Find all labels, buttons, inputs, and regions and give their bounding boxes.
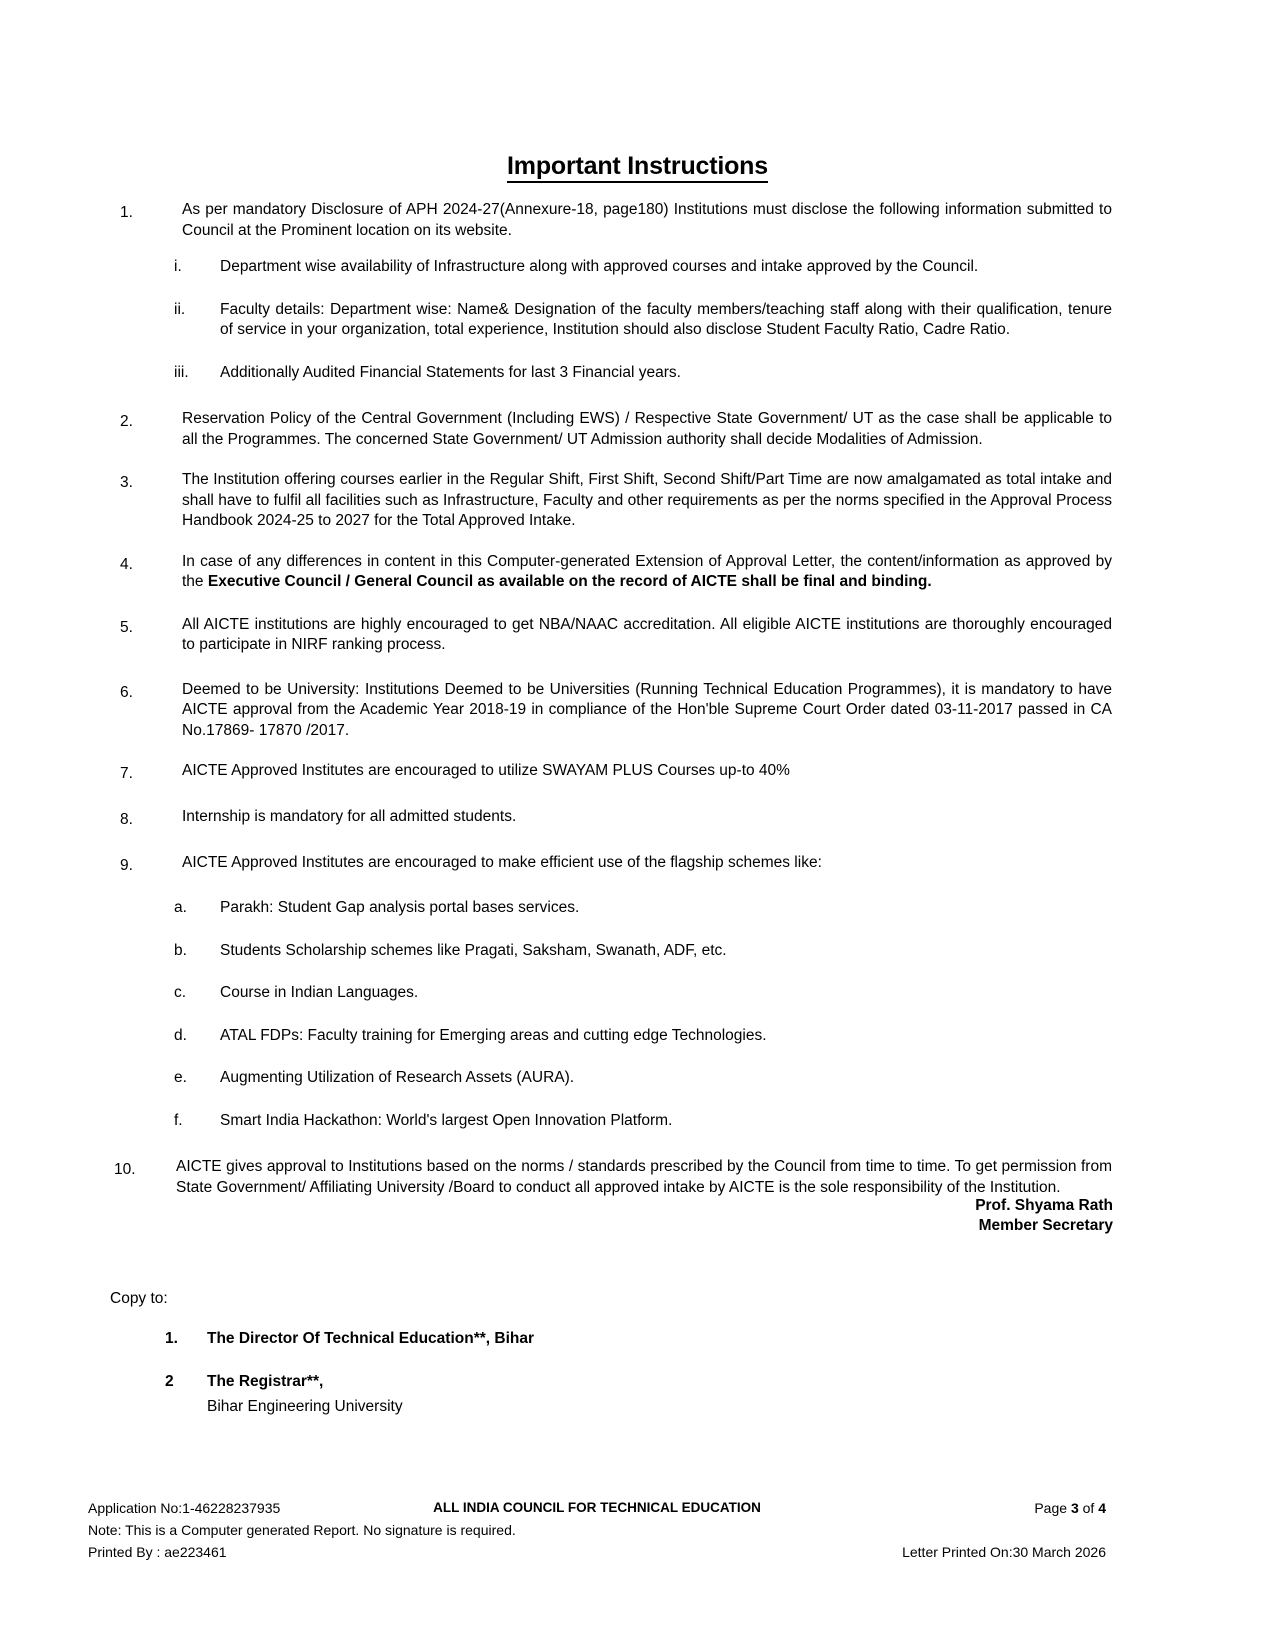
- copy-to-number: 2: [165, 1373, 174, 1390]
- instruction-number: 6.: [120, 683, 133, 701]
- instruction-item: [112, 409, 1112, 450]
- sub-item-marker: d.: [174, 1026, 187, 1044]
- instruction-item: [112, 680, 1112, 742]
- instruction-text-plain: In case of any differences in content in this Computer-generated Extension of Approval Letter, the content/information as approved by the: [182, 552, 1112, 590]
- instruction-number: 1.: [120, 204, 133, 221]
- instruction-number: 10.: [114, 1161, 136, 1178]
- page-total-number: 4: [1098, 1500, 1106, 1516]
- copy-to-item: [165, 1328, 765, 1349]
- printed-on-date: Letter Printed On:30 March 2026: [902, 1544, 1106, 1560]
- copy-to-body: [207, 1371, 765, 1417]
- instruction-number: 7.: [120, 765, 133, 782]
- sub-item-text: Additionally Audited Financial Statements for last 3 Financial years.: [220, 363, 681, 381]
- sub-item-text: Faculty details: Department wise: Name& Designation of the faculty members/teaching staff along with their qualification, tenure of service in your organization, total experience, Institution should also disclose Student Faculty Ratio, Cadre Ratio.: [220, 300, 1112, 338]
- instruction-number: 9.: [120, 857, 133, 874]
- application-number: Application No:1-46228237935: [88, 1500, 281, 1516]
- instruction-text: [182, 552, 1112, 593]
- signatory-name: Prof. Shyama Rath: [975, 1197, 1113, 1214]
- copy-to-list: [165, 1328, 765, 1439]
- sub-item-marker: ii.: [174, 300, 186, 318]
- sub-item: [112, 1068, 1112, 1089]
- sub-item-marker: c.: [174, 984, 187, 1001]
- sub-item: [112, 983, 1112, 1004]
- page-title-text: Important Instructions: [507, 152, 768, 183]
- page-prefix-label: Page: [1034, 1500, 1071, 1516]
- page-of-label: of: [1078, 1500, 1099, 1516]
- sub-item-text: ATAL FDPs: Faculty training for Emerging areas and cutting edge Technologies.: [220, 1026, 767, 1044]
- sub-item-marker: iii.: [174, 363, 189, 381]
- instruction-text: AICTE Approved Institutes are encouraged to make efficient use of the flagship schemes like:: [182, 854, 822, 871]
- sub-item: [112, 898, 1112, 919]
- sub-item-marker: f.: [174, 1111, 183, 1129]
- copy-to-number: 1.: [165, 1330, 178, 1347]
- sub-item: [112, 300, 1112, 341]
- instruction-text: The Institution offering courses earlier in the Regular Shift, First Shift, Second Shift/Part Time are now amalgamated as total intake and shall have to fulfil all facilities such as Infrastructure, Faculty and other requirements as per the norms specified in the Approval Process Handbook 2024-25 to 2027 for the Total Approved Intake.: [182, 471, 1112, 529]
- copy-to-recipient-detail: Bihar Engineering University: [207, 1398, 403, 1415]
- sub-item-marker: b.: [174, 941, 187, 959]
- footer-top-row: [88, 1500, 1106, 1522]
- instruction-text: All AICTE institutions are highly encouraged to get NBA/NAAC accreditation. All eligible AICTE institutions are thoroughly encouraged to participate in NIRF ranking process.: [182, 615, 1112, 653]
- page-footer: [88, 1500, 1106, 1600]
- copy-to-heading: Copy to:: [110, 1290, 168, 1307]
- instruction-text-bold: Executive Council / General Council as available on the record of AICTE shall be final and binding.: [207, 573, 932, 590]
- sub-item-text: Course in Indian Languages.: [220, 984, 419, 1001]
- instruction-text: As per mandatory Disclosure of APH 2024-27(Annexure-18, page180) Institutions must disclose the following information submitted to Council at the Prominent location on its website.: [182, 201, 1112, 239]
- footer-note: Note: This is a Computer generated Report. No signature is required.: [88, 1522, 516, 1538]
- sub-item: [112, 941, 1112, 962]
- signatory-designation: Member Secretary: [978, 1217, 1113, 1234]
- sub-item: [112, 1026, 1112, 1047]
- sub-item-marker: a.: [174, 899, 187, 916]
- copy-to-item: [165, 1371, 765, 1417]
- instruction-item: [112, 1157, 1112, 1198]
- instruction-number: 3.: [120, 474, 133, 491]
- sub-item-marker: e.: [174, 1069, 187, 1086]
- instruction-text: Deemed to be University: Institutions Deemed to be Universities (Running Technical Education Programmes), it is mandatory to have AICTE approval from the Academic Year 2018-19 in compliance of the Hon'ble Supreme Court Order dated 03-11-2017 passed in CA No.17869- 17870 /2017.: [182, 680, 1112, 739]
- page-indicator: [1034, 1500, 1106, 1516]
- instruction-number: 5.: [120, 618, 133, 636]
- instruction-text: Internship is mandatory for all admitted students.: [182, 808, 517, 825]
- sub-item-text: Augmenting Utilization of Research Assets (AURA).: [220, 1069, 575, 1086]
- instruction-item: [112, 470, 1112, 532]
- sub-item-text: Parakh: Student Gap analysis portal bases services.: [220, 899, 580, 916]
- copy-to-body: [207, 1328, 765, 1349]
- instruction-text: AICTE gives approval to Institutions based on the norms / standards prescribed by the Council from time to time. To get permission from State Government/ Affiliating University /Board to conduct all approved intake by AICTE is the sole responsibility of the Institution.: [176, 1158, 1112, 1196]
- printed-by: Printed By : ae223461: [88, 1544, 227, 1560]
- instruction-text: AICTE Approved Institutes are encouraged to utilize SWAYAM PLUS Courses up-to 40%: [182, 762, 790, 779]
- signature-block: [0, 1196, 1113, 1236]
- instruction-item: [112, 807, 1112, 830]
- page-title: [0, 152, 1275, 181]
- instruction-text: Reservation Policy of the Central Government (Including EWS) / Respective State Government/ UT as the case shall be applicable to all the Programmes. The concerned State Government/ UT Admission authority shall decide Modalities of Admission.: [182, 410, 1112, 448]
- copy-to-recipient: The Registrar**,: [207, 1373, 324, 1390]
- instruction-item: [112, 200, 1112, 241]
- sub-item-marker: i.: [174, 258, 182, 275]
- sub-item-text: Smart India Hackathon: World's largest Open Innovation Platform.: [220, 1111, 673, 1129]
- instructions-list: [112, 200, 1112, 1214]
- sub-item: [112, 363, 1112, 384]
- instruction-number: 4.: [120, 555, 133, 573]
- sub-item: [112, 257, 1112, 278]
- sub-item: [112, 1111, 1112, 1132]
- sub-item-text: Department wise availability of Infrastructure along with approved courses and intake approved by the Council.: [220, 258, 979, 275]
- instruction-item: [112, 615, 1112, 656]
- instruction-item: [112, 761, 1112, 784]
- instruction-item: [112, 552, 1112, 593]
- sub-item-text: Students Scholarship schemes like Pragati, Saksham, Swanath, ADF, etc.: [220, 941, 727, 959]
- instruction-number: 8.: [120, 811, 133, 828]
- page-current-number: 3: [1070, 1500, 1079, 1516]
- copy-to-recipient: The Director Of Technical Education**, Bihar: [207, 1330, 534, 1347]
- organization-name: ALL INDIA COUNCIL FOR TECHNICAL EDUCATION: [433, 1500, 761, 1515]
- instruction-number: 2.: [120, 413, 133, 430]
- instruction-item: [112, 853, 1112, 876]
